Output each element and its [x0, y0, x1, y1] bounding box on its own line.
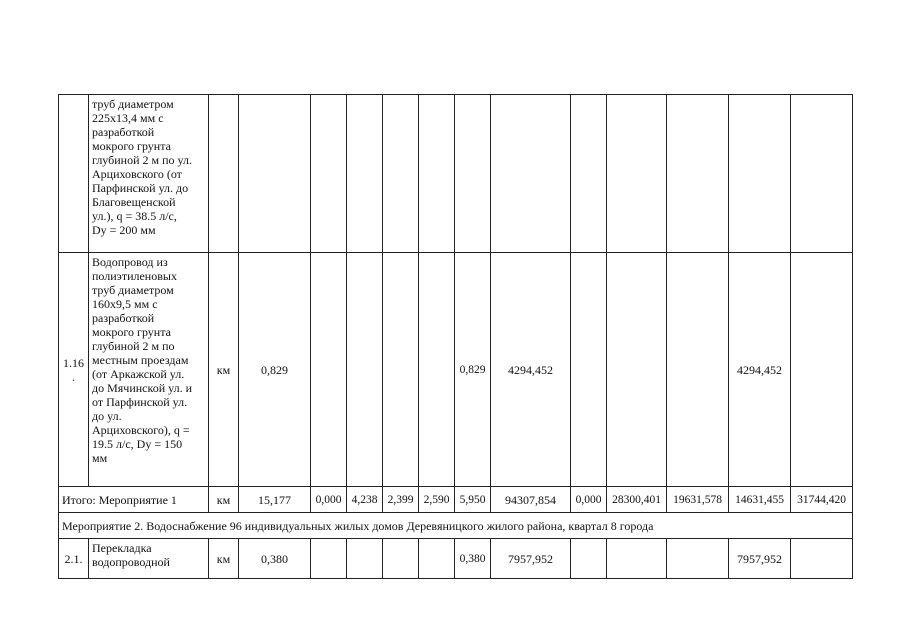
row-cost: 4294,452: [491, 253, 571, 487]
total-funding-4: 14631,455: [729, 487, 791, 513]
total-funding-5: 31744,420: [791, 487, 853, 513]
row-description: Перекладка водопроводной: [89, 539, 209, 579]
row-funding-4: 7957,952: [729, 539, 791, 579]
section-2-header: [59, 513, 853, 539]
work-table: [58, 94, 853, 579]
row-total-length: 0,829: [239, 253, 311, 487]
table-row-1-16: [59, 253, 853, 487]
section-title: Мероприятие 2. Водоснабжение 96 индивидуальных жилых домов Деревяницкого жилого района, квартал 8 города: [59, 513, 853, 539]
row-length-year-5: 0,829: [455, 253, 491, 487]
row-length-year-5: 0,380: [455, 539, 491, 579]
total-year-2: 4,238: [347, 487, 383, 513]
total-funding-2: 28300,401: [607, 487, 667, 513]
row-total-length: 0,380: [239, 539, 311, 579]
row-cost: 7957,952: [491, 539, 571, 579]
total-funding-1: 0,000: [571, 487, 607, 513]
row-description: труб диаметром 225х13,4 мм с разработкой мокрого грунта глубиной 2 м по ул. Арциховского (от Парфинской ул. до Благовещенской ул.), q = 38.5 л/с, Dy = 200 мм: [89, 95, 209, 253]
row-index: 1.16 .: [59, 253, 89, 487]
total-year-1: 0,000: [311, 487, 347, 513]
row-unit: км: [209, 539, 239, 579]
total-unit: км: [209, 487, 239, 513]
table-row-total-1: [59, 487, 853, 513]
total-year-5: 5,950: [455, 487, 491, 513]
total-funding-3: 19631,578: [667, 487, 729, 513]
row-description: Водопровод из полиэтиленовых труб диаметром 160х9,5 мм с разработкой мокрого грунта глубиной 2 м по местным проездам (от Аркажской ул. до Мячинской ул. и от Парфинской ул. до ул. Арциховского), q = 19.5 л/с, Dy = 150 мм: [89, 253, 209, 487]
total-year-3: 2,399: [383, 487, 419, 513]
total-label: Итого: Мероприятие 1: [59, 487, 209, 513]
row-funding-4: 4294,452: [729, 253, 791, 487]
total-year-4: 2,590: [419, 487, 455, 513]
row-index: [59, 95, 89, 253]
row-index: 2.1.: [59, 539, 89, 579]
total-cost: 94307,854: [491, 487, 571, 513]
total-length: 15,177: [239, 487, 311, 513]
table-row-continued: [59, 95, 853, 253]
row-unit: км: [209, 253, 239, 487]
table-row-2-1: [59, 539, 853, 579]
